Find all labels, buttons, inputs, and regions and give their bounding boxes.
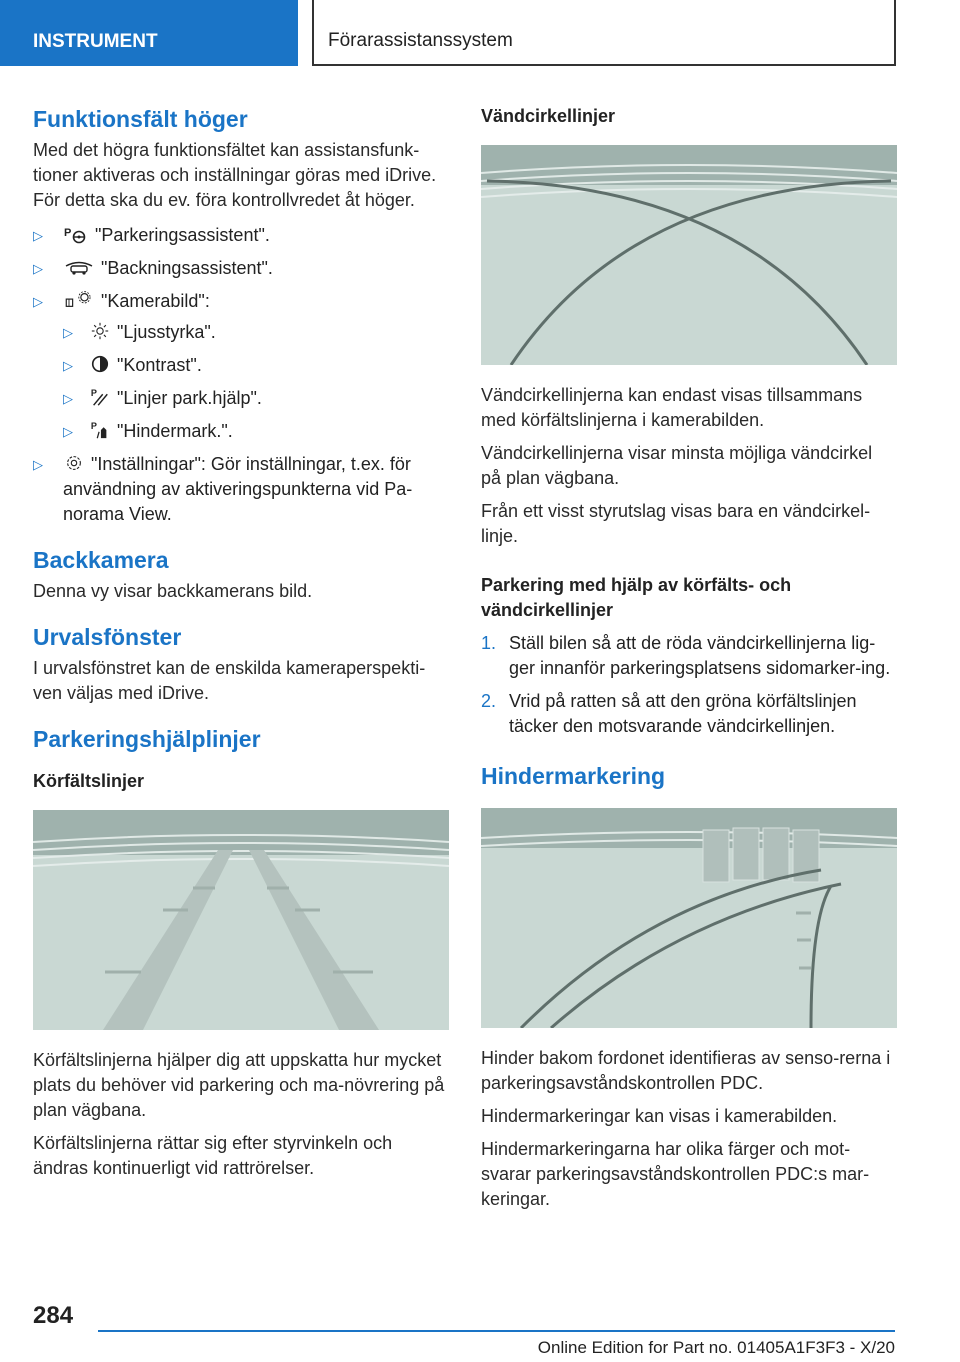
text-vand-3: Från ett visst styrutslag visas bara en vändcirkel-linje. [481,501,871,546]
list-item [33,419,449,444]
text-vand-2: Vändcirkellinjerna visar minsta möjliga vändcirkel på plan vägbana. [481,443,873,488]
obstacle-marking-icon [89,420,111,440]
parking-assistant-icon [63,224,89,244]
lane-lines-figure [33,810,449,1030]
text-funktionsfalt: Med det högra funktionsfältet kan assistansfunk-tioner aktiveras och inställningar göras med iDrive. För detta ska du ev. föra kontrollvredet åt höger. [33,140,437,210]
heading-parkeringshjalplinjer: Parkeringshjälplinjer [33,726,261,752]
edition-text: Online Edition for Part no. 01405A1F3F3 - X/20 [537,1338,895,1357]
bullet-triangle-icon: ▷ [33,261,43,276]
heading-hindermarkering: Hindermarkering [481,763,666,789]
brightness-icon [89,321,111,341]
bullet-triangle-icon: ▷ [63,358,73,373]
list-item-text: "Kamerabild": [101,291,210,311]
chapter-title: Förarassistanssystem [312,0,896,66]
left-column [33,100,449,1189]
page-number: 284 [33,1302,74,1329]
list-item-text: "Kontrast". [117,355,202,375]
list-item-text: "Backningsassistent". [101,258,273,278]
text-urvalsfonster: I urvalsfönstret kan de enskilda kameraperspekti-ven väljas med iDrive. [33,658,426,703]
text-hinder-3: Hindermarkeringarna har olika färger och mot-svarar parkeringsavståndskontrollen PDC:s mar-keringar. [481,1139,870,1209]
footer-divider [98,1330,895,1332]
camera-settings-icon [63,290,95,310]
list-item [33,256,449,281]
heading-urvalsfonster: Urvalsfönster [33,624,182,650]
bullet-triangle-icon: ▷ [33,294,43,309]
list-item [33,289,449,444]
list-item-text: "Parkeringsassistent". [95,225,270,245]
step-number: 2. [481,691,497,711]
bullet-triangle-icon: ▷ [33,228,43,243]
turning-circle-figure [481,145,897,365]
text-hinder-2: Hindermarkeringar kan visas i kamerabilden. [481,1106,838,1126]
list-item [33,320,449,345]
camera-sublist [33,320,449,444]
subheading-korfaltslinjer: Körfältslinjer [33,771,145,791]
subheading-parkering-med-hjalp: Parkering med hjälp av körfälts- och vändcirkellinjer [481,575,792,620]
heading-backkamera: Backkamera [33,547,169,573]
bullet-triangle-icon: ▷ [63,424,73,439]
list-item-text: "Hindermark.". [117,421,233,441]
contrast-icon [89,354,111,374]
bullet-triangle-icon: ▷ [63,325,73,340]
subheading-vandcirkellinjer: Vändcirkellinjer [481,106,616,126]
function-list [33,223,449,527]
page-header [0,0,960,66]
text-korfalt-2: Körfältslinjerna rättar sig efter styrvinkeln och ändras kontinuerligt vid rattrörelser. [33,1133,393,1178]
step-number: 1. [481,633,497,653]
list-item [481,631,897,681]
step-text: Ställ bilen så att de röda vändcirkellinjerna lig-ger innanför parkeringsplatsens sidomarker-ing. [509,633,891,678]
text-backkamera: Denna vy visar backkamerans bild. [33,581,313,601]
reversing-assistant-icon [63,257,95,277]
bullet-triangle-icon: ▷ [33,457,43,472]
step-text: Vrid på ratten så att den gröna körfältslinjen täcker den motsvarande vändcirkellinjen. [509,691,857,736]
svg-text:P: P [64,227,72,239]
list-item [33,223,449,248]
list-item [33,386,449,411]
text-korfalt-1: Körfältslinjerna hjälper dig att uppskatta hur mycket plats du behöver vid parkering och ma-növrering på plan vägbana. [33,1050,445,1120]
heading-funktionsfalt: Funktionsfält höger [33,106,248,132]
list-item [33,452,449,527]
gear-icon [63,453,85,473]
text-vand-1: Vändcirkellinjerna kan endast visas tillsammans med körfältslinjerna i kamerabilden. [481,385,863,430]
svg-text:P: P [90,421,97,432]
list-item [481,689,897,739]
bullet-triangle-icon: ▷ [63,391,73,406]
right-column [481,100,897,1220]
section-tab: INSTRUMENT [0,0,298,66]
text-hinder-1: Hinder bakom fordonet identifieras av senso-rerna i parkeringsavståndskontrollen PDC. [481,1048,891,1093]
list-item-text: "Linjer park.hjälp". [117,388,262,408]
list-item-text: "Ljusstyrka". [117,322,216,342]
obstacle-marking-figure [481,808,897,1028]
svg-text:P: P [90,388,97,399]
list-item [33,353,449,378]
steps-list [481,631,897,739]
list-item-text: "Inställningar": Gör inställningar, t.ex. för användning av aktiveringspunkterna vid Pa-norama View. [63,454,413,524]
parking-lines-icon [89,387,111,407]
